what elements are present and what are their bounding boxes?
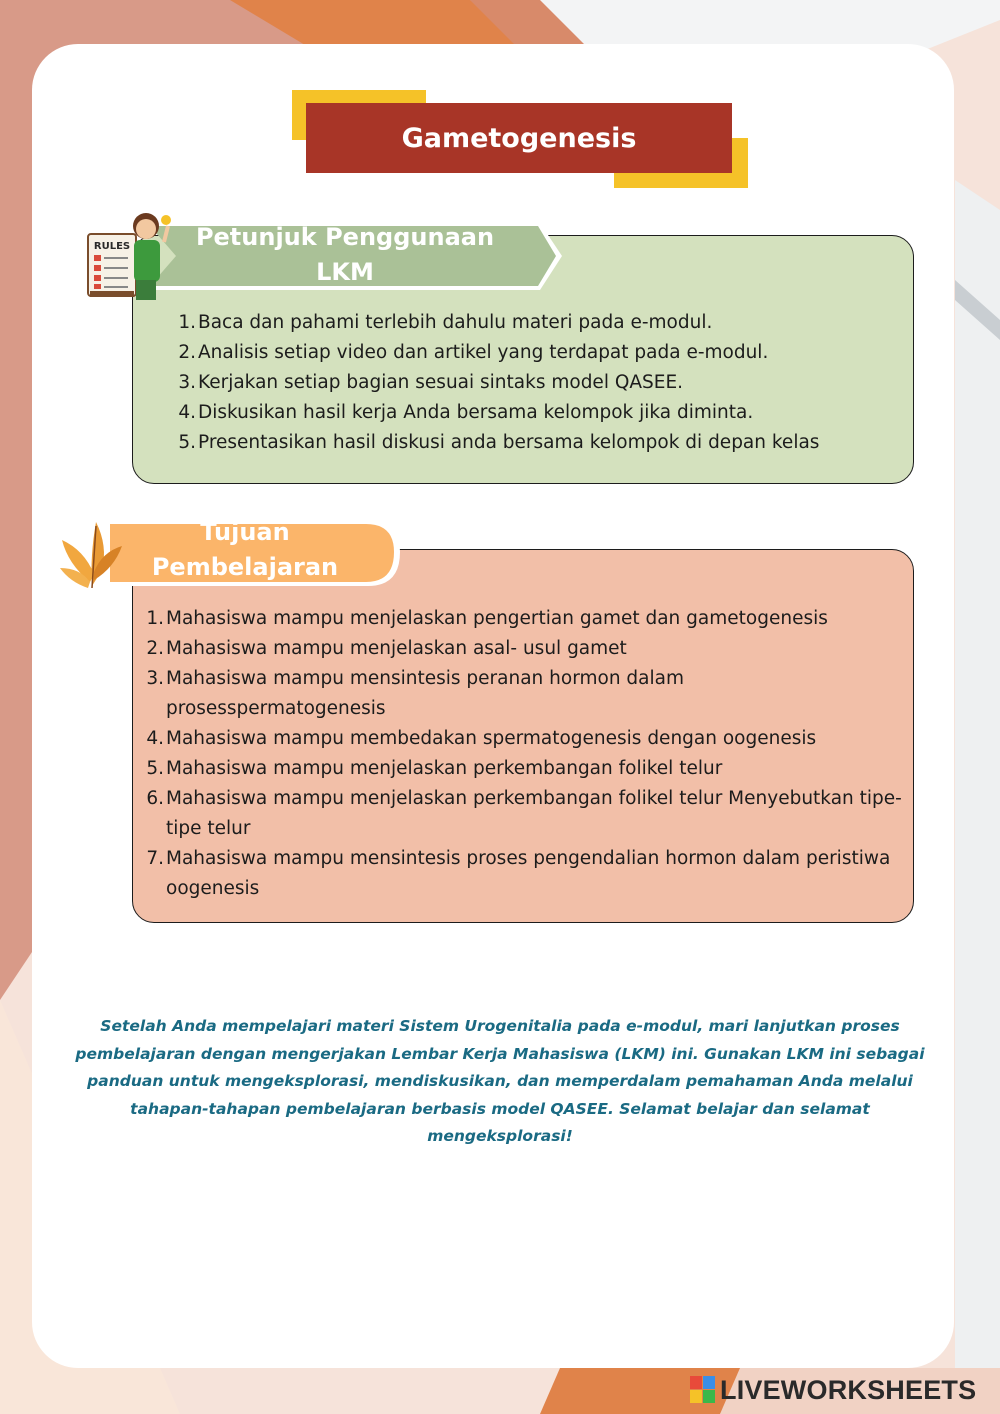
liveworksheets-brand[interactable] [690,1372,976,1408]
leaf-icon [56,516,126,590]
tujuan-list [146,604,906,904]
petunjuk-list [178,308,898,458]
petunjuk-heading: Petunjuk Penggunaan LKM [195,223,495,286]
brand-name: LIVEWORKSHEETS [720,1374,977,1405]
list-item: 2. Analisis setiap video dan artikel yang terdapat pada e-modul. [178,342,769,363]
list-item: 3. Kerjakan setiap bagian sesuai sintaks model QASEE. [178,372,684,393]
list-item: 1. Mahasiswa mampu menjelaskan pengertian gamet dan gametogenesis [146,608,828,629]
tujuan-heading: Tujuan Pembelajaran [151,518,339,581]
list-item: 4. Diskusikan hasil kerja Anda bersama kelompok jika diminta. [178,402,754,423]
page-title: Gametogenesis [306,103,732,173]
list-item: 6. Mahasiswa mampu menjelaskan perkembangan folikel telur Menyebutkan tipe-tipe telur [146,788,902,839]
rules-character-icon [86,204,186,304]
liveworksheets-logo-icon [690,1376,716,1404]
list-item: 1. Baca dan pahami terlebih dahulu materi pada e-modul. [178,312,713,333]
list-item: 4. Mahasiswa mampu membedakan spermatogenesis dengan oogenesis [146,728,817,749]
rules-label: RULES [93,241,131,252]
intro-paragraph: Setelah Anda mempelajari materi Sistem Urogenitalia pada e-modul, mari lanjutkan proses pembelajaran dengan mengerjakan Lembar Kerja Mahasiswa (LKM) ini. Gunakan LKM ini sebagai panduan untuk mengeksplorasi, mendiskusikan, dan memperdalam pemahaman Anda melalui tahapan-tahapan pembelajaran berbasis model QASEE. Selamat belajar dan selamat mengeksplorasi! [75,1017,925,1145]
list-item: 2. Mahasiswa mampu menjelaskan asal- usul gamet [146,638,627,659]
list-item: 5. Presentasikan hasil diskusi anda bersama kelompok di depan kelas [178,432,820,453]
list-item: 3. Mahasiswa mampu mensintesis peranan hormon dalam prosesspermatogenesis [146,668,684,719]
list-item: 5. Mahasiswa mampu menjelaskan perkembangan folikel telur [146,758,723,779]
list-item: 7. Mahasiswa mampu mensintesis proses pengendalian hormon dalam peristiwa oogenesis [146,848,891,899]
